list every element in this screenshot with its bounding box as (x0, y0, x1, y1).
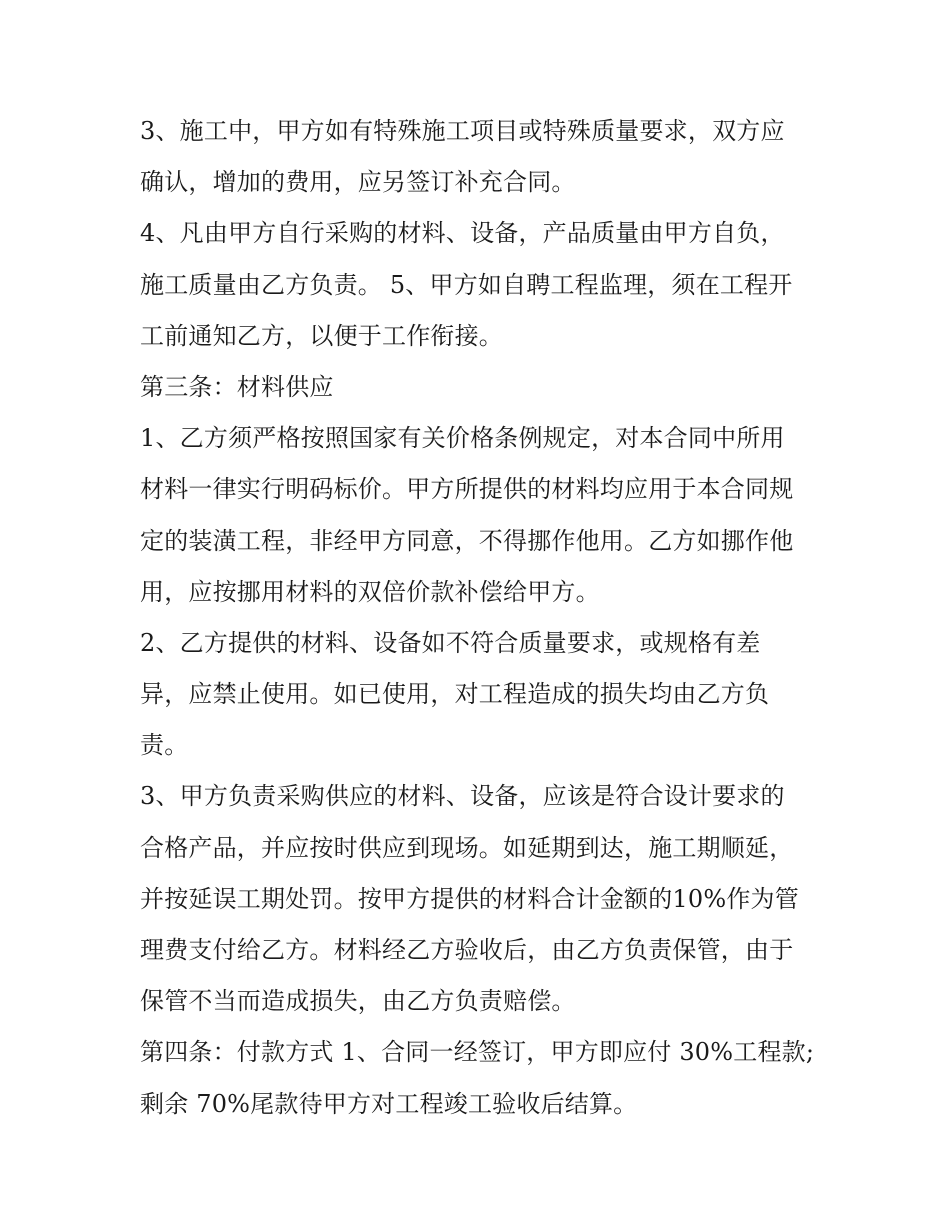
text-line: 材料一律实行明码标价。甲方所提供的材料均应用于本合同规 (140, 475, 794, 504)
text-line: 4、凡由甲方自行采购的材料、设备，产品质量由甲方自负， (140, 219, 785, 248)
text-line: 保管不当而造成损失，由乙方负责赔偿。 (140, 987, 576, 1016)
text-line: 合格产品，并应按时供应到现场。如延期到达，施工期顺延， (140, 833, 794, 862)
section-heading: 第四条：付款方式 1、合同一经签订，甲方即应付 30%工程款; (140, 1038, 815, 1067)
text-line: 异，应禁止使用。如已使用，对工程造成的损失均由乙方负 (140, 680, 770, 709)
text-line: 理费支付给乙方。材料经乙方验收后，由乙方负责保管，由于 (140, 936, 794, 964)
text-line: 工前通知乙方，以便于工作衔接。 (140, 321, 503, 350)
text-line: 施工质量由乙方负责。 5、甲方如自聘工程监理，须在工程开 (140, 270, 793, 299)
section-heading: 第三条：材料供应 (140, 372, 334, 401)
text-line: 用，应按挪用材料的双倍价款补偿给甲方。 (140, 577, 600, 606)
text-line: 3、施工中，甲方如有特殊施工项目或特殊质量要求，双方应 (140, 117, 785, 145)
text-line: 2、乙方提供的材料、设备如不符合质量要求，或规格有差 (140, 628, 761, 657)
text-line: 责。 (140, 731, 189, 760)
text-line: 1、乙方须严格按照国家有关价格条例规定，对本合同中所用 (140, 424, 785, 453)
text-line: 定的装潢工程，非经甲方同意，不得挪作他用。乙方如挪作他 (140, 526, 794, 555)
text-line: 确认，增加的费用，应另签订补充合同。 (140, 168, 576, 197)
text-line: 并按延误工期处罚。按甲方提供的材料合计金额的10%作为管 (140, 884, 799, 913)
document-body (140, 106, 820, 1130)
text-line: 剩余 70%尾款待甲方对工程竣工验收后结算。 (140, 1089, 638, 1118)
text-line: 3、甲方负责采购供应的材料、设备，应该是符合设计要求的 (140, 782, 785, 811)
